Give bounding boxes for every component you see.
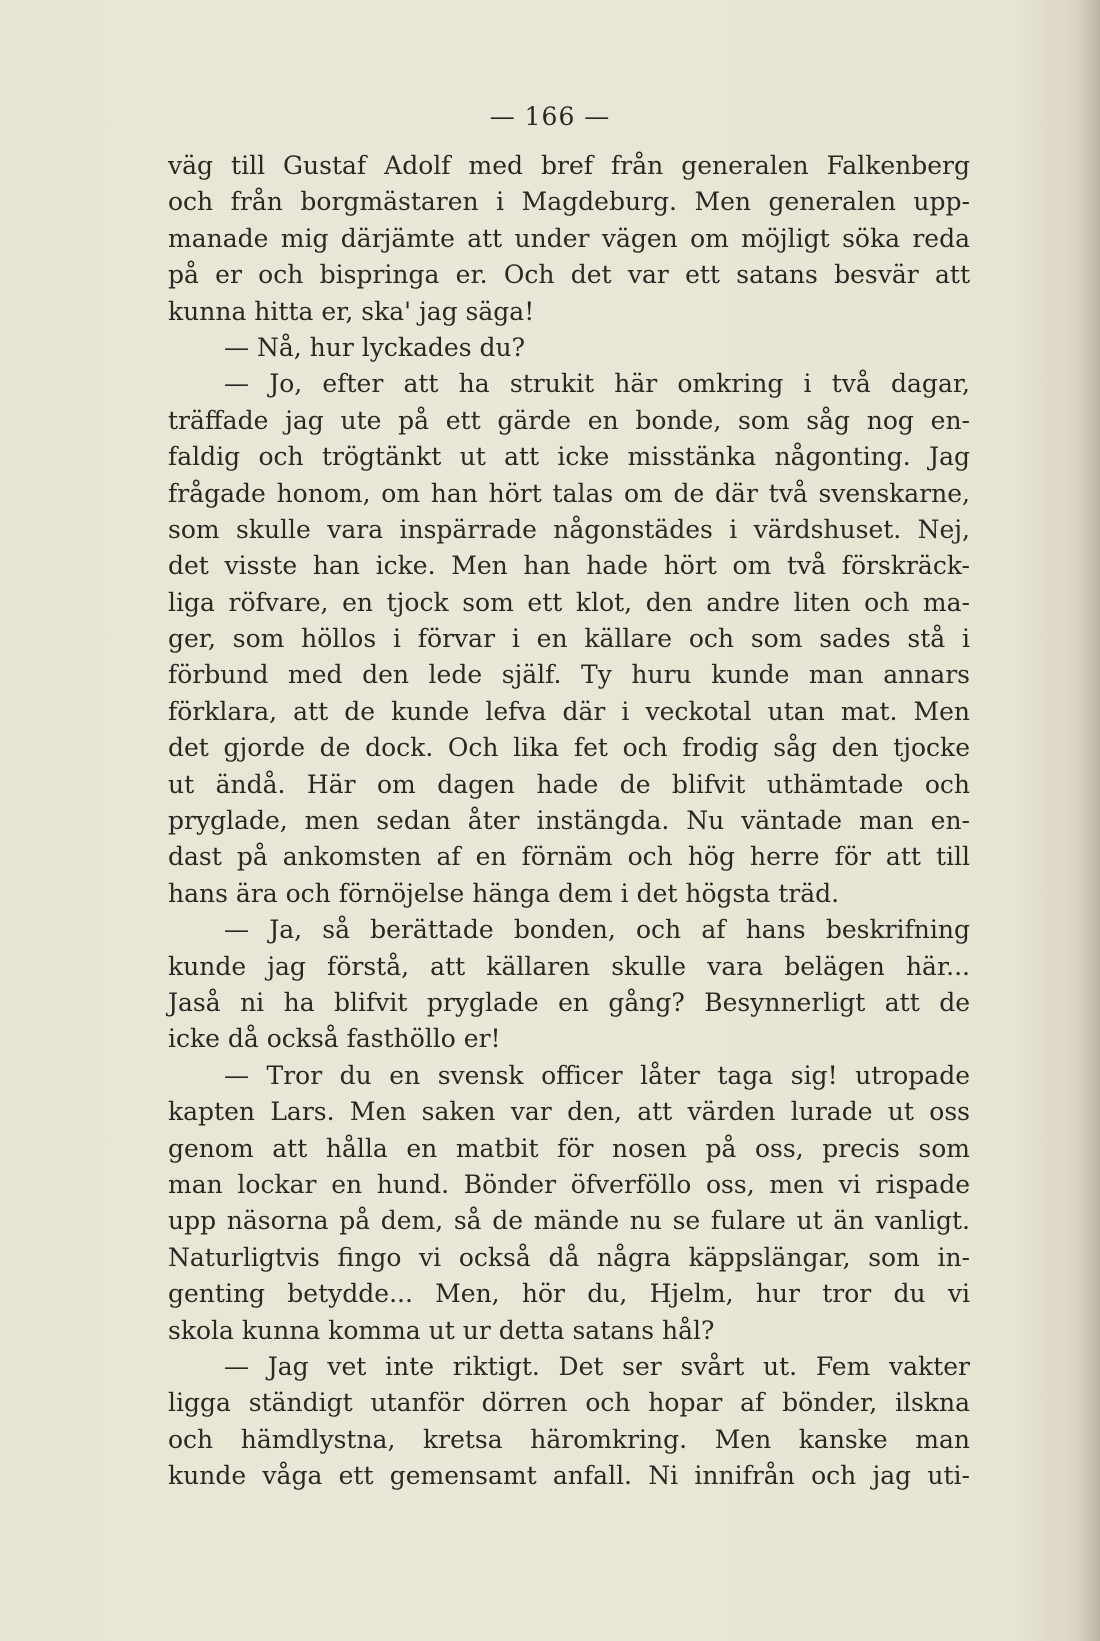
text-line: skola kunna komma ut ur detta satans hål?: [168, 1315, 715, 1345]
text-line: frågade honom, om han hört talas om de där två svenskarne,: [168, 478, 970, 508]
text-line: Naturligtvis fingo vi också då några käppslängar, som in-: [168, 1242, 970, 1272]
text-line: som skulle vara inspärrade någonstädes i värdshuset. Nej,: [168, 514, 970, 544]
text-line: träffade jag ute på ett gärde en bonde, som såg nog en-: [168, 405, 970, 435]
text-line: och från borgmästaren i Magdeburg. Men generalen upp-: [168, 187, 970, 217]
text-line: det visste han icke. Men han hade hört om två förskräck-: [168, 551, 970, 581]
text-line: man lockar en hund. Bönder öfverföllo oss, men vi rispade: [168, 1169, 970, 1199]
text-line: pryglade, men sedan åter instängda. Nu väntade man en-: [168, 806, 970, 836]
text-line: hans ära och förnöjelse hänga dem i det högsta träd.: [168, 878, 840, 908]
text-line: liga röfvare, en tjock som ett klot, den andre liten och ma-: [168, 587, 970, 617]
text-line: — Jag vet inte riktigt. Det ser svårt ut. Fem vakter: [224, 1351, 970, 1381]
text-line: manade mig därjämte att under vägen om möjligt söka reda: [168, 223, 970, 253]
page-edge-shadow: [1080, 0, 1100, 1641]
text-line: upp näsorna på dem, så de mände nu se fulare ut än vanligt.: [168, 1206, 970, 1236]
text-line: kunde jag förstå, att källaren skulle vara belägen här...: [168, 951, 970, 981]
text-line: — Nå, hur lyckades du?: [224, 332, 525, 362]
text-line: och hämdlystna, kretsa häromkring. Men kanske man: [168, 1424, 970, 1454]
text-line: faldig och trögtänkt ut att icke misstänka någonting. Jag: [168, 442, 970, 472]
text-line: ut ändå. Här om dagen hade de blifvit uthämtade och: [168, 769, 970, 799]
text-line: — Jo, efter att ha strukit här omkring i två dagar,: [224, 369, 970, 399]
body-text: [168, 148, 970, 1494]
text-line: — Ja, så berättade bonden, och af hans beskrifning: [224, 915, 970, 945]
page-number: — 166 —: [489, 102, 611, 131]
text-line: genom att hålla en matbit för nosen på oss, precis som: [168, 1133, 970, 1163]
text-line: icke då också fasthöllo er!: [168, 1024, 501, 1054]
text-line: väg till Gustaf Adolf med bref från generalen Falkenberg: [168, 151, 970, 180]
text-line: genting betydde... Men, hör du, Hjelm, hur tror du vi: [168, 1279, 970, 1309]
text-line: det gjorde de dock. Och lika fet och frodig såg den tjocke: [168, 733, 970, 763]
text-line: ligga ständigt utanför dörren och hopar af bönder, ilskna: [168, 1388, 970, 1418]
text-line: på er och bispringa er. Och det var ett satans besvär att: [168, 260, 970, 290]
text-line: förbund med den lede själf. Ty huru kunde man annars: [168, 660, 970, 690]
text-line: förklara, att de kunde lefva där i veckotal utan mat. Men: [168, 696, 970, 726]
text-line: — Tror du en svensk officer låter taga sig! utropade: [224, 1060, 970, 1090]
text-line: dast på ankomsten af en förnäm och hög herre för att till: [168, 842, 970, 872]
text-line: Jaså ni ha blifvit pryglade en gång? Besynnerligt att de: [168, 987, 970, 1017]
text-line: kapten Lars. Men saken var den, att värden lurade ut oss: [168, 1097, 970, 1127]
text-line: kunde våga ett gemensamt anfall. Ni innifrån och jag uti-: [168, 1461, 970, 1491]
text-line: ger, som höllos i förvar i en källare och som sades stå i: [168, 624, 970, 654]
text-line: kunna hitta er, ska' jag säga!: [168, 296, 535, 326]
